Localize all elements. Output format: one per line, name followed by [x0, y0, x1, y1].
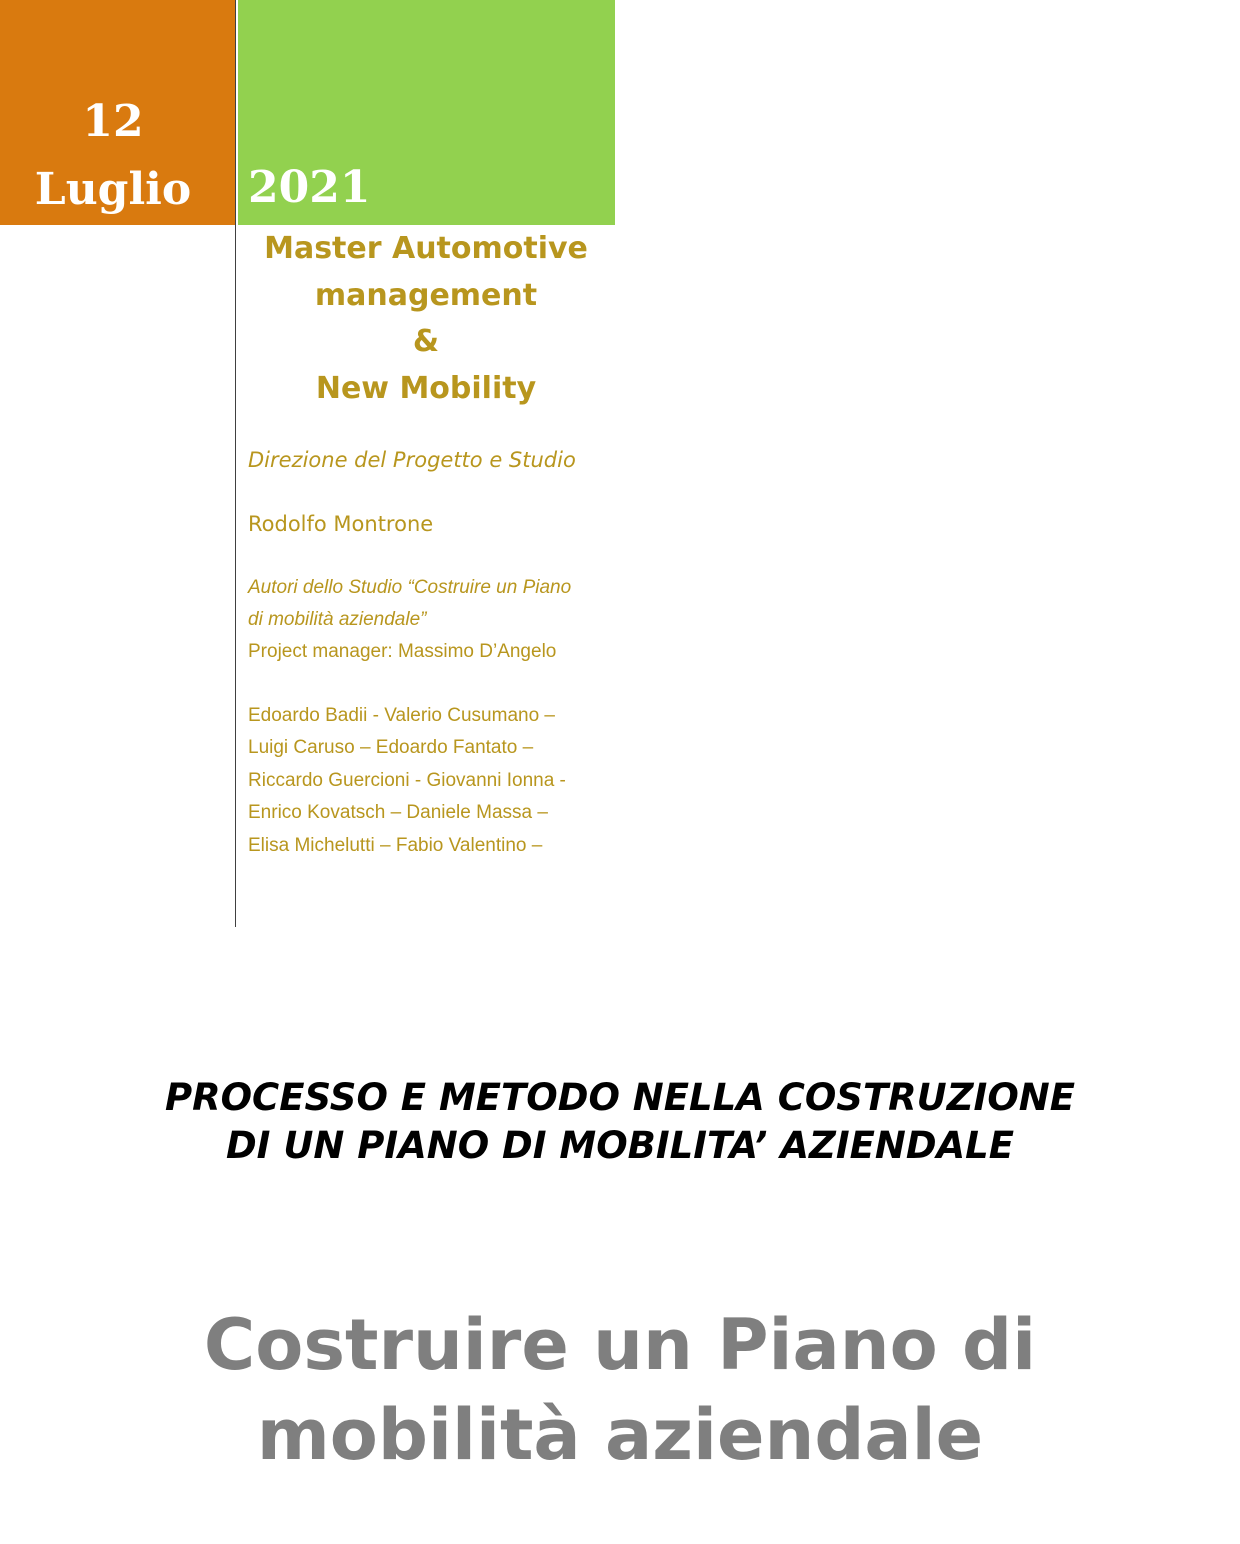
date-year: 2021 [248, 162, 371, 213]
date-day: 12 [82, 96, 144, 147]
vertical-divider [235, 0, 236, 927]
master-title-line: New Mobility [315, 370, 537, 406]
master-title [240, 226, 612, 412]
document-title-line: DI UN PIANO DI MOBILITA’ AZIENDALE [225, 1124, 1015, 1167]
date-month: Luglio [34, 164, 192, 215]
document-title [0, 1074, 1240, 1170]
master-title-line: Master Automotive [264, 231, 588, 266]
project-manager: Project manager: Massimo D’Angelo [248, 641, 557, 662]
direction-name: Rodolfo Montrone [248, 512, 434, 536]
document-title-line: PROCESSO E METODO NELLA COSTRUZIONE [164, 1076, 1076, 1119]
authors-line: Riccardo Guercioni - Giovanni Ionna - [248, 769, 566, 791]
authors-line: Edoardo Badii - Valerio Cusumano – [248, 705, 555, 726]
authors-line: Luigi Caruso – Edoardo Fantato – [248, 737, 534, 759]
document-subtitle-line: mobilità aziendale [256, 1394, 984, 1476]
direction-label: Direzione del Progetto e Studio [248, 448, 576, 472]
document-subtitle [0, 1300, 1240, 1480]
master-title-line: & [412, 324, 440, 359]
authors-list [248, 700, 566, 862]
document-subtitle-line: Costruire un Piano di [203, 1304, 1037, 1386]
authors-line: Elisa Michelutti – Fabio Valentino – [248, 834, 543, 856]
authors-label: Autori dello Studio “Costruire un Piano di mobilità aziendale” [248, 577, 572, 630]
authors-line: Enrico Kovatsch – Daniele Massa – [248, 802, 548, 824]
master-title-line: management [314, 277, 538, 313]
